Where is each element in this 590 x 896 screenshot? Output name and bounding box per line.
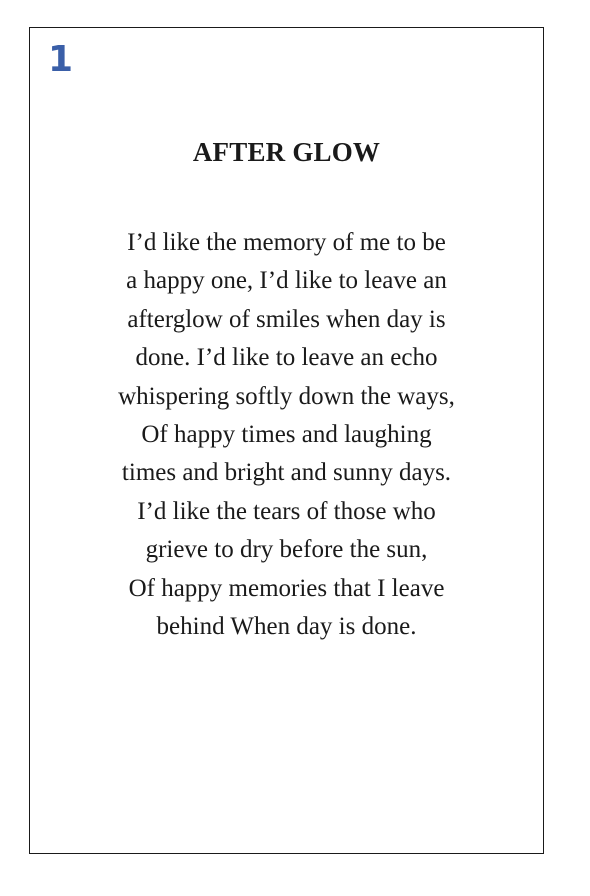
poem-line: grieve to dry before the sun, [145,536,428,564]
poem-line: afterglow of smiles when day is [127,305,446,333]
poem-line: Of happy memories that I leave [128,574,445,602]
poem-line: a happy one, I’d like to leave an [126,267,447,295]
page-number: 1 [48,39,74,80]
poem-body [30,224,543,646]
poem-line: I’d like the tears of those who [137,497,436,525]
poem-title: AFTER GLOW [192,137,381,167]
poem-line: I’d like the memory of me to be [127,229,446,256]
poem-card [29,27,544,854]
poem-line: done. I’d like to leave an echo [135,344,438,372]
poem-line: times and bright and sunny days. [121,459,452,487]
poem-line: Of happy times and laughing [141,420,432,448]
poem-line: behind When day is done. [156,612,417,640]
poem-line: whispering softly down the ways, [118,382,455,410]
